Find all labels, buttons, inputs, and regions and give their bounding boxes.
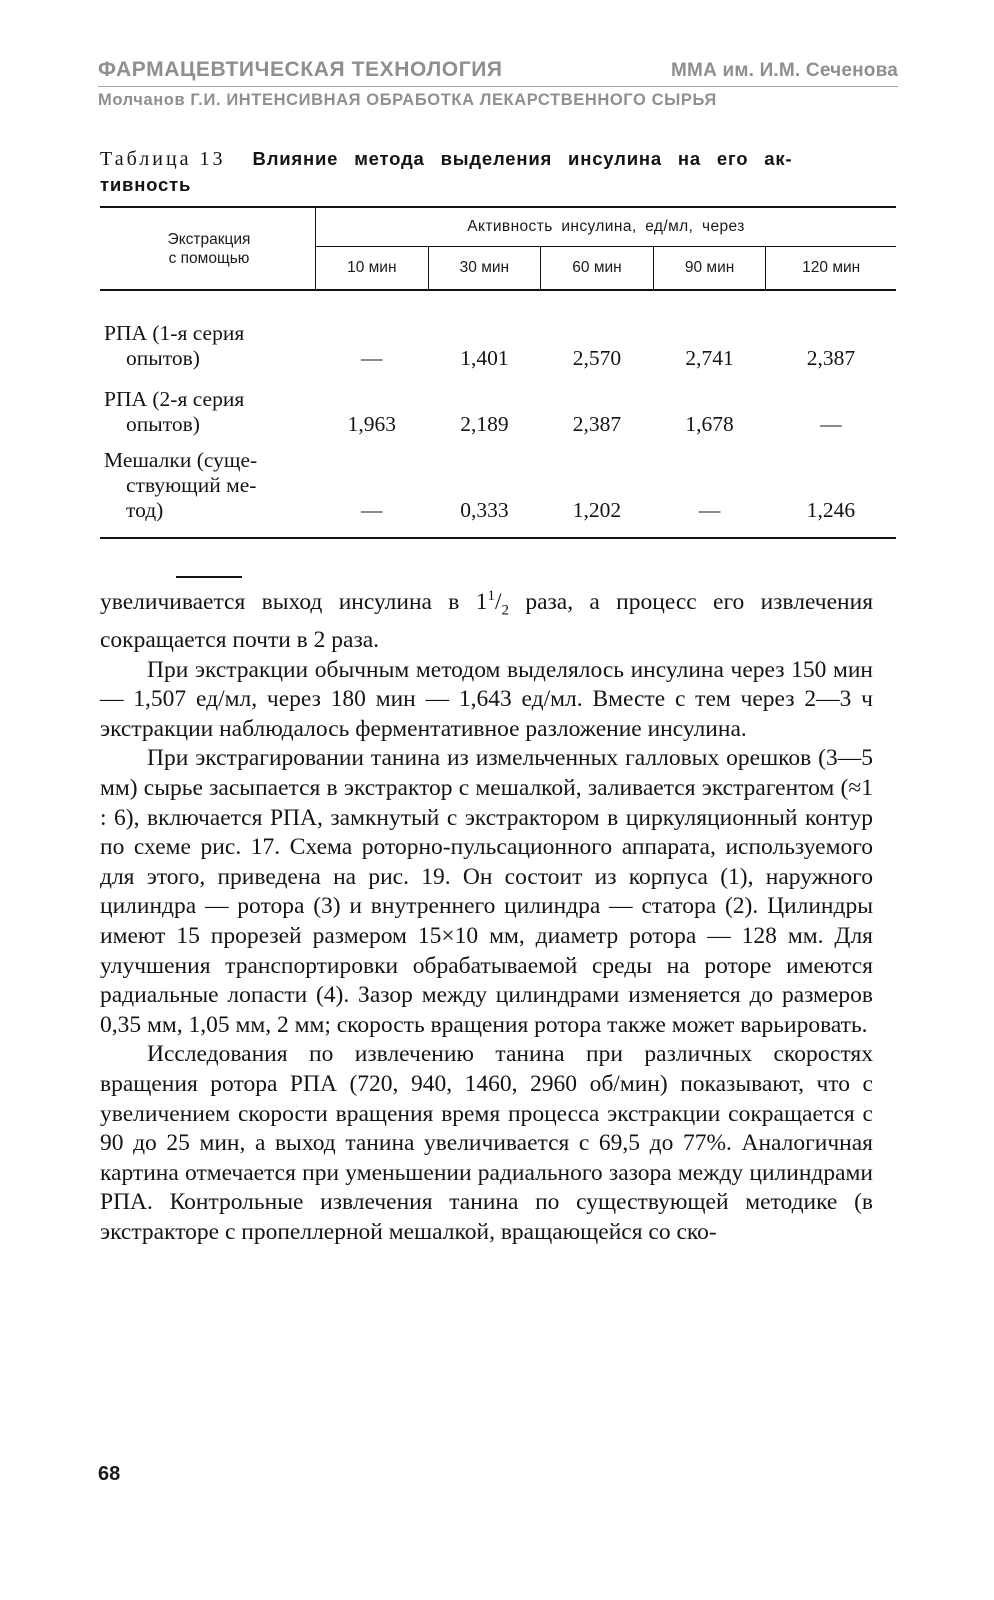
paragraph: увеличивается выход инсулина в $1^1/_2$ раза, а процесс его извлечения сокращается почти в 2 раза. <box>100 588 874 654</box>
paragraph: При экстракции обычным методом выделялось инсулина через 150 мин — 1,507 ед/мл, через 180 мин — 1,643 ед/мл. Вместе с тем через 2—3 ч экстракции наблюдалось ферментативное разложение инсулина. <box>100 656 873 742</box>
table-cell: 2,387 <box>806 346 856 370</box>
table-caption <box>100 146 892 198</box>
table-title-continued: тивность <box>100 174 192 195</box>
table-title: Влияние метода выделения инсулина на его ак- <box>252 148 793 169</box>
table-cell: 1,963 <box>347 412 396 436</box>
paragraph: Исследования по извлечению танина при различных скоростях вращения ротора РПА (720, 940, 1460, 2960 об/мин) показывают, что с увеличением скорости вращения время процесса экстракции сокращается с 90 до 25 мин, а выход танина увеличивается с 69,5 до 77%. Аналогичная картина отмечается при уменьшении радиального зазора между цилиндрами РПА. Контрольные извлечения танина по существующей методике (в экстракторе с пропеллерной мешалкой, вращающейся со ско- <box>100 1041 873 1245</box>
table-spacer <box>100 290 896 311</box>
table-cell: 1,678 <box>685 412 734 436</box>
row-method-name: РПА (2-я серия опытов) <box>104 387 245 436</box>
method-column-header <box>100 207 316 290</box>
column-header: 60 мин <box>541 247 654 291</box>
table-caption-line1 <box>100 146 892 172</box>
table-cell: 2,570 <box>572 346 622 370</box>
row-method-name: Мешалки (суще- ствующий ме- тод) <box>100 437 316 538</box>
body-text <box>100 582 873 1248</box>
table-cell: 1,202 <box>541 437 654 538</box>
table-cell: 1,401 <box>460 346 509 370</box>
header-institution: ММА им. И.М. Сеченова <box>671 60 898 81</box>
header-top-row <box>98 56 898 87</box>
header-title: ФАРМАЦЕВТИЧЕСКАЯ ТЕХНОЛОГИЯ <box>98 58 503 81</box>
section-divider <box>176 576 242 578</box>
insulin-activity-table <box>100 206 896 539</box>
table-cell: — <box>820 412 842 436</box>
page-number: 68 <box>98 1463 121 1485</box>
column-header: 10 мин <box>316 247 429 291</box>
table-row <box>100 437 896 538</box>
running-header <box>98 56 898 110</box>
paragraph: При экстрагировании танина из измельченных галловых орешков (3—5 мм) сырье засыпается в экстрактор с мешалкой, заливается экстрагентом (≈1 : 6), включается РПА, замкнутый с экстрактором в циркуляционный контур по схеме рис. 17. Схема роторно-пульсационного аппарата, используемого для этого, приведена на рис. 19. Он состоит из корпуса (1), наружного цилиндра — ротора (3) и внутреннего цилиндра — статора (2). Цилиндры имеют 15 прорезей размером 15×10 мм, диаметр ротора — 128 мм. Для улучшения транспортировки обрабатываемой среды на роторе имеются радиальные лопасти (4). Зазор между цилиндрами изменяется до размеров 0,35 мм, 1,05 мм, 2 мм; скорость вращения ротора также может варьировать. <box>100 745 873 1038</box>
table-cell: 1,246 <box>766 437 896 538</box>
table-cell: 2,387 <box>572 412 622 436</box>
table-cell: — <box>361 346 383 370</box>
method-header-line2: с помощью <box>168 249 250 267</box>
row-method-name: РПА (1-я серия опытов) <box>104 321 245 370</box>
table-label: Таблица 13 <box>100 148 226 170</box>
table-cell: 0,333 <box>428 437 541 538</box>
table-cell: 2,741 <box>685 346 734 370</box>
method-header-line1: Экстракция <box>167 230 251 248</box>
column-header: 30 мин <box>428 247 541 291</box>
table-cell: — <box>316 437 429 538</box>
header-subtitle: Молчанов Г.И. ИНТЕНСИВНАЯ ОБРАБОТКА ЛЕКАРСТВЕННОГО СЫРЬЯ <box>98 91 717 109</box>
column-header: 90 мин <box>653 247 766 291</box>
activity-group-header: Активность инсулина, ед/мл, через <box>316 207 897 247</box>
table-row <box>100 371 896 437</box>
table-header-row <box>100 207 896 247</box>
table-row <box>100 311 896 371</box>
table-cell: 2,189 <box>460 412 509 436</box>
column-header: 120 мин <box>766 247 896 291</box>
table-cell: — <box>653 437 766 538</box>
